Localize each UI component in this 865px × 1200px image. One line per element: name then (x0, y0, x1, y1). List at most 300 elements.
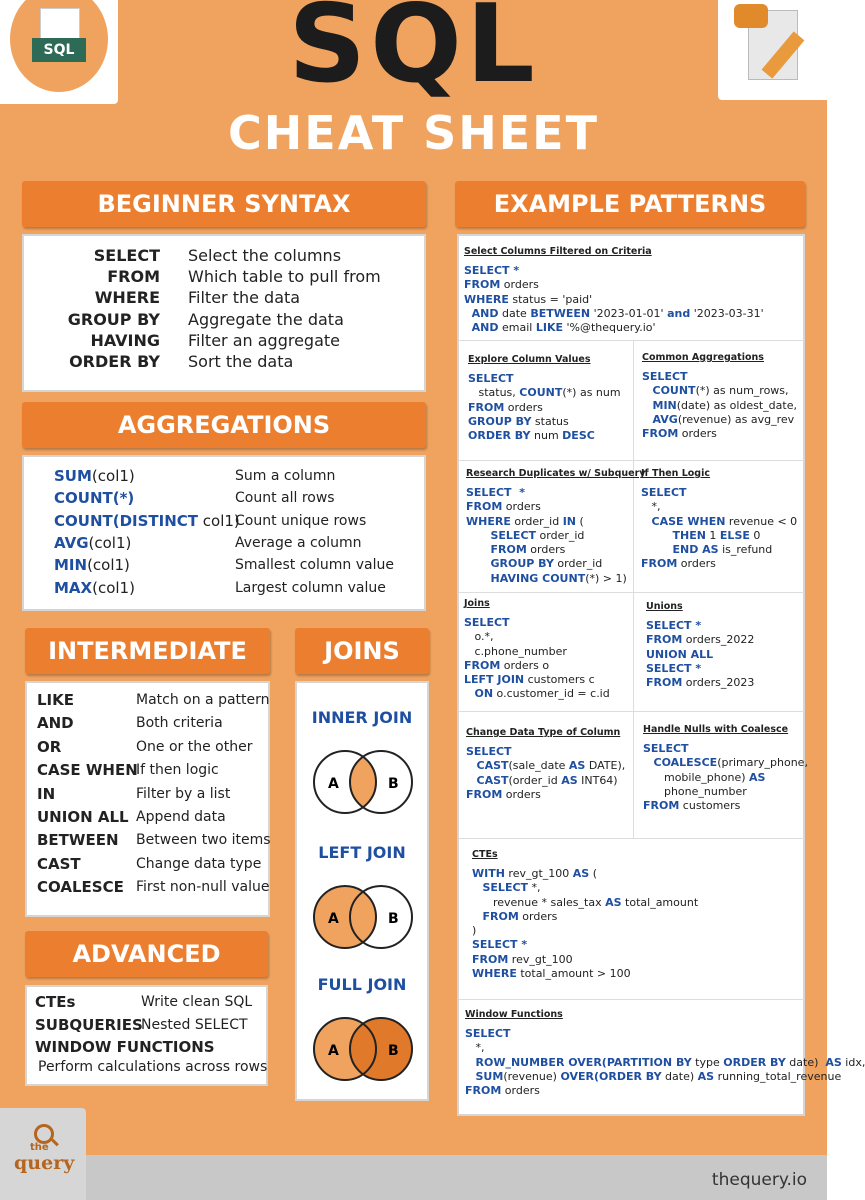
pattern-code (464, 264, 764, 335)
code-keyword: SELECT (468, 372, 514, 385)
code-text: order_id (553, 557, 603, 571)
venn-label-a: A (328, 776, 339, 792)
code-line (472, 924, 698, 938)
code-line (472, 938, 698, 952)
code-text (465, 1070, 476, 1083)
intermediate-keyword: BETWEEN (37, 831, 119, 850)
code-text: 0 (749, 528, 761, 542)
code-line (466, 529, 627, 543)
code-text: *, (641, 500, 661, 514)
code-keyword: HAVING COUNT (490, 571, 586, 585)
code-keyword: DESC (562, 429, 595, 443)
advanced-keyword: CTEs (35, 993, 76, 1011)
beginner-description: Aggregate the data (188, 309, 344, 329)
code-text: DATE), (585, 759, 626, 773)
code-text: (*) > 1) (585, 571, 627, 585)
code-text: type (691, 1055, 724, 1069)
code-text: order_id (510, 514, 563, 528)
code-line (646, 676, 754, 690)
code-text (642, 399, 653, 412)
code-text: date (498, 306, 531, 320)
code-line (642, 413, 797, 427)
pattern-divider (459, 999, 804, 1000)
code-keyword: SELECT (482, 881, 529, 895)
code-text (641, 543, 672, 556)
pattern-title: Common Aggregations (642, 352, 764, 363)
intermediate-description: Append data (136, 809, 226, 825)
code-line (646, 662, 754, 676)
code-text: orders (501, 1084, 540, 1098)
pattern-divider (459, 838, 804, 839)
code-text: '2023-01-01' (590, 306, 668, 320)
code-line (643, 799, 808, 813)
code-text: orders (677, 557, 716, 571)
code-line (468, 429, 621, 443)
code-line (643, 742, 808, 756)
code-text (642, 413, 653, 426)
pattern-code (466, 745, 625, 802)
code-line (465, 1027, 865, 1041)
venn-diagram (308, 877, 418, 957)
code-keyword: END AS (672, 543, 719, 557)
code-text: email (498, 321, 536, 335)
beginner-keyword: FROM (107, 267, 160, 287)
code-text: INT64) (577, 773, 618, 787)
code-text (641, 515, 652, 528)
code-text: orders (500, 278, 539, 292)
pattern-title: Window Functions (465, 1009, 563, 1020)
code-keyword: FROM (642, 427, 679, 441)
code-keyword: FROM (643, 799, 680, 813)
code-keyword: FROM (468, 400, 505, 414)
code-line (464, 307, 764, 321)
venn-label-b: B (388, 776, 399, 792)
code-keyword: BETWEEN (530, 306, 591, 320)
code-keyword: ORDER BY (468, 429, 531, 443)
code-keyword: SELECT (464, 616, 510, 629)
code-keyword: ORDER BY (723, 1055, 786, 1069)
intermediate-description: Match on a pattern (136, 692, 270, 708)
code-text: orders o (500, 658, 550, 672)
advanced-description: Write clean SQL (141, 994, 253, 1010)
intermediate-header: INTERMEDIATE (25, 628, 270, 674)
aggregation-function (54, 489, 134, 507)
code-text: (primary_phone, (717, 756, 808, 770)
code-keyword: FROM (490, 543, 527, 557)
pattern-code (641, 486, 797, 572)
code-keyword: AVG (652, 412, 678, 426)
code-text: customers (679, 799, 741, 813)
code-line (646, 619, 754, 633)
pattern-title: Unions (646, 601, 683, 612)
aggregation-fn-arg: (col1) (91, 467, 135, 485)
intermediate-description: Change data type (136, 855, 262, 872)
page-title: SQL (288, 0, 539, 107)
aggregation-fn-name: SUM (54, 467, 92, 485)
code-text (641, 529, 672, 542)
code-keyword: COUNT (652, 384, 696, 398)
aggregation-fn-arg: (col1) (88, 533, 132, 552)
code-text: c.phone_number (464, 644, 567, 658)
code-text: total_amount > 100 (516, 967, 631, 981)
code-line (643, 756, 808, 770)
aggregation-function (54, 512, 240, 530)
code-line (468, 415, 621, 429)
pattern-title: Joins (464, 598, 490, 609)
beginner-header: BEGINNER SYNTAX (22, 181, 426, 227)
code-keyword: SELECT * (646, 661, 702, 675)
aggregation-function (54, 556, 130, 574)
code-text: orders (518, 909, 558, 923)
beginner-keyword: WHERE (94, 288, 160, 308)
code-text (466, 529, 490, 542)
code-keyword: FROM (472, 952, 509, 966)
venn-diagram (308, 1009, 418, 1089)
intermediate-description: One or the other (136, 738, 253, 755)
code-keyword: GROUP BY (490, 557, 554, 571)
aggregation-function (54, 467, 135, 485)
code-line (472, 953, 698, 967)
venn-label-a: A (328, 1043, 339, 1059)
code-keyword: WHERE (472, 967, 517, 981)
intermediate-keyword: CASE WHEN (37, 761, 138, 780)
pattern-divider (459, 340, 804, 341)
beginner-keyword: GROUP BY (67, 309, 160, 329)
code-line (642, 370, 797, 384)
aggregation-fn-name: AVG (54, 533, 89, 552)
join-label: INNER JOIN (311, 708, 413, 727)
joins-header: JOINS (295, 628, 429, 674)
pattern-code (466, 486, 627, 586)
code-text (466, 572, 490, 585)
pattern-title: Research Duplicates w/ Subquery (466, 468, 646, 479)
pattern-code (646, 619, 754, 690)
code-line (466, 745, 625, 759)
intermediate-keyword: AND (37, 714, 74, 733)
code-line (466, 500, 627, 514)
code-keyword: SELECT (465, 1027, 511, 1040)
code-keyword: LEFT JOIN (464, 673, 525, 687)
advanced-note: Perform calculations across rows (38, 1059, 268, 1075)
code-keyword: FROM (641, 557, 678, 571)
code-text: rev_gt_100 (508, 952, 573, 966)
code-text: o.customer_id = c.id (493, 687, 610, 701)
code-line (464, 321, 764, 335)
page-subtitle: CHEAT SHEET (228, 106, 599, 160)
code-text: '%@thequery.io' (563, 321, 656, 335)
code-line (465, 1056, 865, 1070)
code-keyword: ROW_NUMBER OVER(PARTITION BY (475, 1055, 692, 1069)
code-keyword: WHERE (464, 292, 509, 306)
beginner-description: Filter an aggregate (188, 330, 341, 350)
code-keyword: SELECT (643, 742, 689, 755)
code-line (465, 1041, 865, 1055)
intermediate-description: First non-null value (136, 879, 270, 896)
code-line (642, 384, 797, 398)
code-text: date) (661, 1069, 698, 1083)
code-text: (*) as num (562, 386, 621, 400)
intermediate-keyword: COALESCE (37, 878, 124, 897)
intermediate-description: Both criteria (136, 715, 223, 732)
code-text: date) (785, 1055, 826, 1069)
aggregation-fn-name: COUNT(*) (54, 489, 135, 508)
code-line (465, 1070, 865, 1084)
code-keyword: FROM (465, 1084, 502, 1098)
code-text: ( (576, 514, 584, 528)
code-keyword: FROM (466, 500, 503, 514)
code-line (464, 645, 610, 659)
code-keyword: AS (825, 1055, 842, 1069)
code-text: revenue < 0 (725, 514, 798, 528)
code-text (466, 557, 490, 570)
code-keyword: WITH (472, 867, 505, 880)
code-line (642, 427, 797, 441)
code-text: ) (472, 924, 477, 938)
sql-file-icon-label: SQL (32, 38, 86, 62)
code-text: orders (678, 427, 717, 441)
code-text: rev_gt_100 (504, 867, 573, 880)
code-line (466, 788, 625, 802)
code-keyword: AS (561, 773, 578, 787)
code-text (643, 756, 654, 769)
code-line (472, 881, 698, 895)
code-text: (revenue) as avg_rev (677, 412, 795, 426)
code-keyword: SUM (475, 1069, 504, 1083)
code-keyword: FROM (482, 909, 519, 923)
advanced-header: ADVANCED (25, 931, 268, 977)
code-keyword: AS (605, 895, 622, 909)
code-keyword: IN (562, 514, 577, 528)
code-keyword: AS (572, 867, 590, 880)
patterns-header: EXAMPLE PATTERNS (455, 181, 805, 227)
code-keyword: FROM (646, 676, 683, 690)
code-keyword: SELECT * (464, 264, 520, 277)
code-line (466, 572, 627, 586)
code-text: phone_number (643, 784, 747, 798)
code-line (641, 486, 797, 500)
code-line (646, 648, 754, 662)
beginner-description: Sort the data (188, 352, 294, 371)
aggregation-fn-name: MAX (54, 578, 93, 597)
beginner-keyword: HAVING (90, 330, 160, 350)
code-keyword: AS (697, 1069, 715, 1083)
code-line (472, 910, 698, 924)
code-text (466, 774, 477, 787)
aggregation-description: Smallest column value (235, 557, 394, 574)
code-text (466, 543, 490, 556)
magnifier-icon (34, 1124, 54, 1144)
code-keyword: COUNT (519, 386, 563, 400)
code-keyword: GROUP BY (468, 414, 532, 428)
aggregation-description: Count unique rows (235, 512, 367, 529)
code-line (646, 633, 754, 647)
aggregation-fn-name: MIN (54, 556, 88, 575)
pattern-column-divider (633, 340, 634, 838)
code-keyword: FROM (466, 787, 503, 801)
pattern-code (468, 372, 621, 443)
code-keyword: SELECT (642, 370, 688, 383)
code-line (641, 557, 797, 571)
code-text: orders (502, 500, 541, 514)
aggregation-description: Count all rows (235, 490, 335, 507)
aggregation-fn-arg: col1) (198, 511, 240, 530)
code-text: (date) as oldest_date, (676, 398, 797, 412)
code-line (468, 386, 621, 400)
join-label: LEFT JOIN (318, 843, 406, 862)
aggregation-fn-arg: (col1) (92, 578, 135, 597)
beginner-description: Which table to pull from (188, 267, 381, 287)
aggregation-function (54, 534, 131, 552)
pattern-title: Select Columns Filtered on Criteria (464, 246, 652, 257)
code-keyword: FROM (646, 633, 683, 647)
intermediate-description: Between two items (136, 832, 271, 849)
code-keyword: SELECT (641, 486, 687, 499)
intermediate-keyword: CAST (37, 854, 81, 873)
code-text: (sale_date (508, 759, 569, 773)
code-text: total_amount (621, 895, 699, 909)
code-text: (revenue) (503, 1069, 561, 1083)
code-line (642, 399, 797, 413)
code-text: order_id (536, 528, 585, 542)
pattern-code (643, 742, 808, 813)
pattern-code (464, 616, 610, 702)
code-keyword: CAST (476, 759, 509, 773)
advanced-keyword: SUBQUERIES (35, 1015, 143, 1034)
code-text: 1 (705, 528, 720, 542)
aggregation-description: Largest column value (235, 579, 386, 596)
intermediate-keyword: LIKE (37, 691, 75, 709)
beginner-description: Filter the data (188, 288, 301, 308)
code-keyword: ELSE (719, 528, 750, 542)
code-text: customers c (524, 673, 595, 687)
code-keyword: SELECT (490, 528, 537, 542)
aggregation-description: Sum a column (235, 468, 336, 484)
pattern-code (465, 1027, 865, 1098)
code-keyword: ON (474, 687, 494, 701)
code-text (466, 759, 477, 772)
beginner-keyword: ORDER BY (69, 352, 160, 371)
join-label: FULL JOIN (317, 975, 407, 994)
code-text: status (531, 414, 569, 428)
venn-diagram (308, 742, 418, 822)
code-keyword: WHERE (466, 514, 511, 528)
code-keyword: FROM (464, 278, 501, 292)
aggregation-fn-name: COUNT(DISTINCT (54, 511, 199, 530)
code-text: status = 'paid' (508, 292, 593, 306)
code-line (464, 630, 610, 644)
code-text: idx, (841, 1055, 865, 1069)
code-text: revenue * sales_tax (472, 895, 606, 909)
code-line (641, 529, 797, 543)
beginner-description: Select the columns (188, 246, 342, 265)
code-text (472, 881, 483, 894)
code-keyword: and (667, 306, 691, 320)
code-line (472, 967, 698, 981)
code-keyword: AND (464, 306, 499, 320)
code-text: is_refund (718, 543, 773, 557)
pattern-divider (459, 592, 804, 593)
beginner-keyword: SELECT (93, 246, 160, 265)
pattern-title: Explore Column Values (468, 354, 591, 365)
code-text (472, 910, 483, 923)
pattern-divider (459, 711, 804, 712)
code-keyword: CAST (476, 773, 509, 787)
code-keyword: SELECT (466, 745, 512, 758)
aggregation-function (54, 579, 135, 597)
code-text: *, (465, 1041, 485, 1055)
code-keyword: SELECT * (646, 619, 702, 632)
code-line (643, 771, 808, 785)
code-line (466, 515, 627, 529)
code-keyword: AS (568, 759, 586, 773)
code-text: *, (528, 881, 541, 895)
pattern-code (642, 370, 797, 441)
code-text (642, 384, 653, 397)
footer-url: thequery.io (711, 1170, 807, 1190)
logo-query-text: query (14, 1152, 75, 1174)
code-keyword: UNION ALL (646, 647, 714, 661)
code-line (472, 867, 698, 881)
intermediate-keyword: UNION ALL (37, 808, 129, 826)
advanced-keyword: WINDOW FUNCTIONS (35, 1038, 215, 1056)
code-text: orders_2022 (682, 633, 755, 647)
code-keyword: AND (464, 321, 499, 335)
advanced-description: Nested SELECT (141, 1016, 248, 1033)
code-text: orders (502, 787, 541, 801)
venn-label-b: B (388, 1043, 399, 1059)
venn-label-a: A (328, 911, 339, 927)
code-keyword: SELECT * (472, 938, 528, 952)
code-line (468, 401, 621, 415)
code-keyword: LIKE (535, 321, 563, 335)
code-text: o.*, (464, 630, 494, 644)
pattern-divider (459, 460, 804, 461)
pattern-title: If Then Logic (641, 468, 711, 479)
aggregation-description: Average a column (235, 534, 362, 551)
code-text (465, 1056, 476, 1069)
aggregations-header: AGGREGATIONS (22, 402, 426, 448)
code-line (643, 785, 808, 799)
intermediate-description: If then logic (136, 762, 219, 779)
aggregation-fn-arg: (col1) (87, 556, 130, 575)
code-line (466, 759, 625, 773)
footer-bar (0, 1155, 827, 1200)
code-keyword: THEN (672, 528, 706, 542)
code-text: running_total_revenue (714, 1069, 842, 1083)
code-text (464, 687, 475, 700)
intermediate-keyword: OR (37, 737, 62, 756)
code-text: mobile_phone) (643, 770, 749, 784)
venn-label-b: B (388, 911, 399, 927)
code-text: ( (589, 867, 598, 880)
intermediate-description: Filter by a list (136, 785, 231, 802)
code-text: status, (468, 386, 520, 400)
pattern-code (472, 867, 698, 981)
code-line (465, 1084, 865, 1098)
code-keyword: FROM (464, 658, 501, 672)
code-text: orders_2023 (682, 676, 755, 690)
pattern-title: Change Data Type of Column (466, 727, 621, 738)
intermediate-keyword: IN (37, 784, 56, 803)
code-text: (order_id (508, 773, 562, 787)
code-line (472, 896, 698, 910)
code-keyword: OVER(ORDER BY (560, 1069, 662, 1083)
code-line (641, 500, 797, 514)
code-text: '2023-03-31' (690, 306, 764, 320)
code-line (466, 774, 625, 788)
code-line (464, 616, 610, 630)
logo-the-text: the (30, 1142, 49, 1153)
